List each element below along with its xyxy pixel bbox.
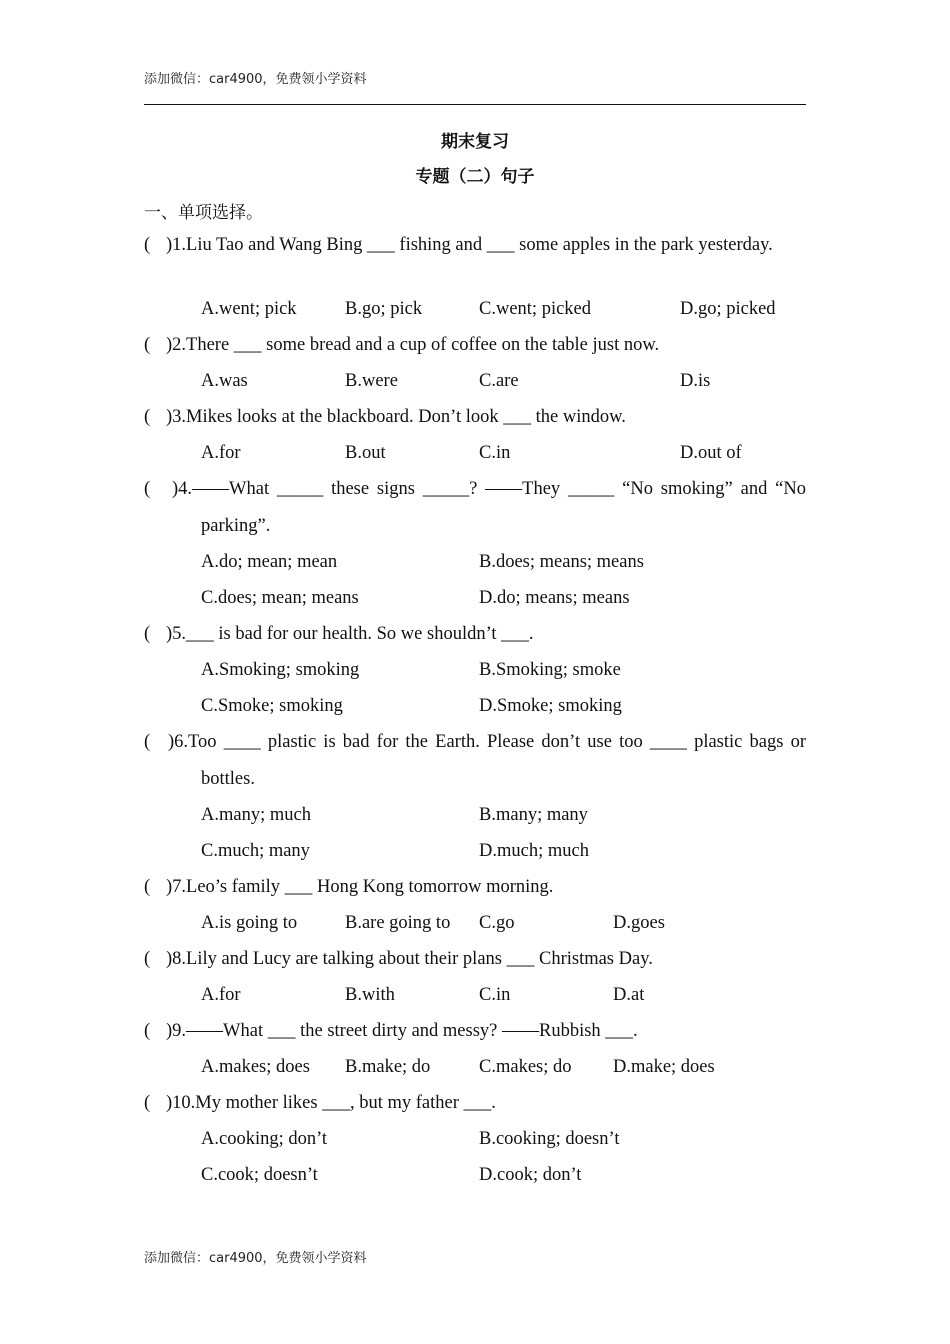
option-a: A.for: [201, 443, 241, 463]
question-3: [144, 405, 806, 429]
option-b: B.were: [345, 371, 398, 391]
question-stem: )9.——What ___ the street dirty and messy? ——Rubbish ___.: [166, 1021, 638, 1041]
question-stem: )10.My mother likes ___, but my father ___.: [166, 1093, 496, 1113]
option-d: D.much; much: [479, 841, 589, 861]
option-c: C.cook; doesn’t: [201, 1165, 318, 1185]
option-c: C.Smoke; smoking: [201, 696, 343, 716]
question-stem: )2.There ___ some bread and a cup of coffee on the table just now.: [166, 335, 660, 355]
answer-blank[interactable]: (: [144, 335, 151, 355]
option-a: A.makes; does: [201, 1057, 310, 1077]
header-rule: [144, 104, 806, 105]
option-a: A.for: [201, 985, 241, 1005]
answer-blank[interactable]: (: [144, 407, 151, 427]
answer-blank[interactable]: (: [144, 479, 151, 499]
header-note: 添加微信：car4900，免费领小学资料: [144, 72, 367, 87]
question-2: [144, 333, 806, 357]
question-1: [144, 233, 806, 257]
option-d: D.do; means; means: [479, 588, 630, 608]
option-a: A.do; mean; mean: [201, 552, 338, 572]
question-8: [144, 947, 806, 971]
option-c: C.in: [479, 443, 511, 463]
option-d: D.goes: [613, 913, 665, 933]
option-b: B.Smoking; smoke: [479, 660, 621, 680]
answer-blank[interactable]: (: [144, 877, 151, 897]
option-c: C.much; many: [201, 841, 310, 861]
answer-blank[interactable]: (: [144, 1093, 151, 1113]
answer-blank[interactable]: (: [144, 732, 151, 752]
answer-blank[interactable]: (: [144, 949, 151, 969]
option-c: C.went; picked: [479, 299, 592, 319]
question-stem: )1.Liu Tao and Wang Bing ___ fishing and ___ some apples in the park yesterday.: [166, 235, 773, 255]
option-b: B.are going to: [345, 913, 451, 933]
option-a: A.cooking; don’t: [201, 1129, 328, 1149]
question-4: [144, 477, 806, 501]
answer-blank[interactable]: (: [144, 624, 151, 644]
question-stem: )4.——What _____ these signs _____? ——They _____ “No smoking” and “No: [172, 479, 806, 499]
question-5: [144, 622, 806, 646]
page-subtitle: 专题（二）句子: [415, 167, 535, 187]
option-b: B.with: [345, 985, 395, 1005]
option-d: D.out of: [680, 443, 742, 463]
option-c: C.are: [479, 371, 519, 391]
question-6-continued: bottles.: [201, 769, 255, 789]
option-b: B.many; many: [479, 805, 588, 825]
footer-note: 添加微信：car4900，免费领小学资料: [144, 1251, 367, 1266]
option-b: B.does; means; means: [479, 552, 644, 572]
question-stem: )6.Too ____ plastic is bad for the Earth. Please don’t use too ____ plastic bags or: [168, 732, 806, 752]
option-c: C.go: [479, 913, 515, 933]
option-a: A.Smoking; smoking: [201, 660, 360, 680]
answer-blank[interactable]: (: [144, 1021, 151, 1041]
option-d: D.make; does: [613, 1057, 715, 1077]
option-d: D.Smoke; smoking: [479, 696, 622, 716]
section-heading: 一、单项选择。: [144, 203, 263, 223]
answer-blank[interactable]: (: [144, 235, 151, 255]
option-b: B.go; pick: [345, 299, 423, 319]
option-a: A.was: [201, 371, 248, 391]
question-stem: )5.___ is bad for our health. So we shouldn’t ___.: [166, 624, 534, 644]
option-c: C.in: [479, 985, 511, 1005]
option-d: D.at: [613, 985, 645, 1005]
question-7: [144, 875, 806, 899]
option-d: D.cook; don’t: [479, 1165, 582, 1185]
option-a: A.went; pick: [201, 299, 297, 319]
option-b: B.out: [345, 443, 386, 463]
question-6: [144, 730, 806, 754]
question-10: [144, 1091, 806, 1115]
question-stem: )7.Leo’s family ___ Hong Kong tomorrow morning.: [166, 877, 554, 897]
option-b: B.cooking; doesn’t: [479, 1129, 620, 1149]
page-title: 期末复习: [441, 132, 509, 152]
option-d: D.is: [680, 371, 711, 391]
option-a: A.is going to: [201, 913, 298, 933]
question-4-continued: parking”.: [201, 516, 271, 536]
option-a: A.many; much: [201, 805, 311, 825]
option-b: B.make; do: [345, 1057, 431, 1077]
option-c: C.does; mean; means: [201, 588, 359, 608]
question-9: [144, 1019, 806, 1043]
question-stem: )3.Mikes looks at the blackboard. Don’t look ___ the window.: [166, 407, 626, 427]
question-stem: )8.Lily and Lucy are talking about their plans ___ Christmas Day.: [166, 949, 653, 969]
option-d: D.go; picked: [680, 299, 776, 319]
option-c: C.makes; do: [479, 1057, 572, 1077]
